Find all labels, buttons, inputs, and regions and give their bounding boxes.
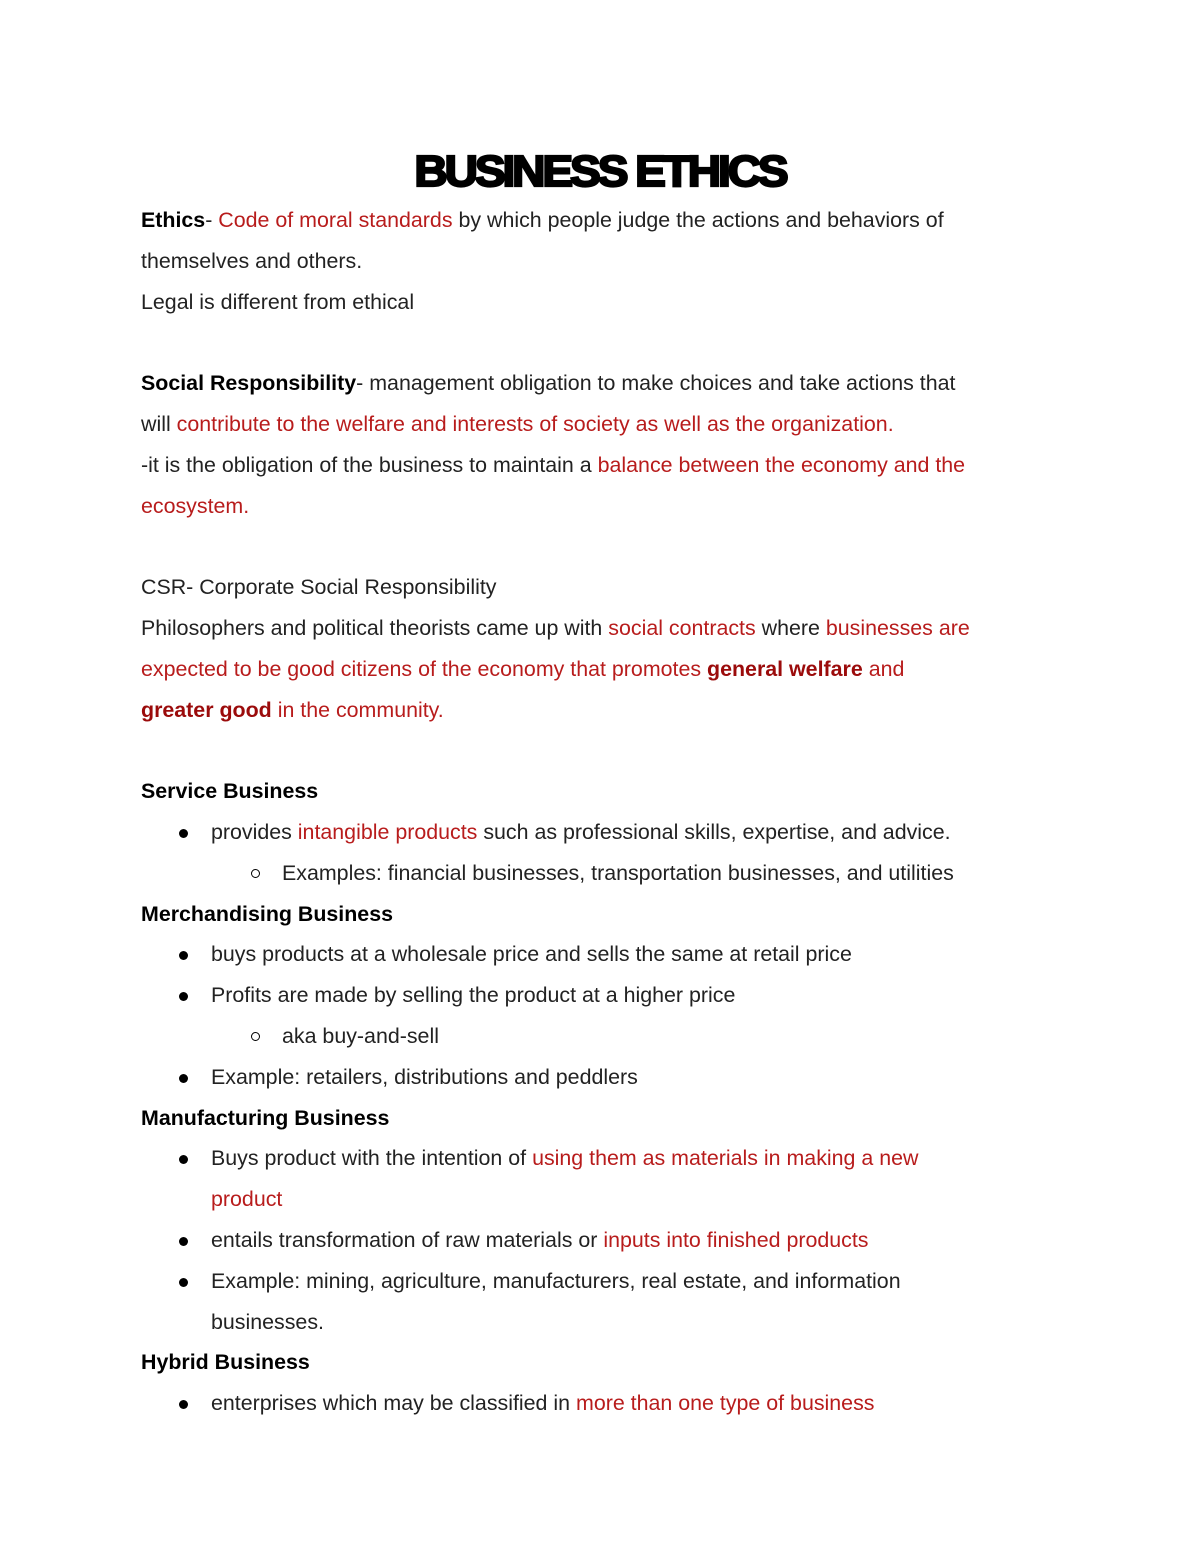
bullet-icon [179,1155,188,1164]
bullet-icon [179,1237,188,1246]
social-line-1 [141,363,1071,404]
merch-b3: Example: retailers, distributions and peddlers [211,1064,638,1089]
hollow-bullet-icon [251,869,260,878]
social-line-2 [141,404,1071,445]
manu-b3-b: businesses. [211,1309,324,1334]
hybrid-heading: Hybrid Business [141,1350,310,1375]
social-will: will [141,411,177,436]
social-highlight-2b: ecosystem. [141,493,250,518]
merch-heading: Merchandising Business [141,901,393,926]
social-highlight-1: contribute to the welfare and interests of society as well as the organization. [176,411,894,436]
bullet-icon [179,1278,188,1287]
ethics-dash: - [205,208,219,232]
csr-highlight-1: social contracts [608,615,756,640]
sub-list-item [141,1016,1071,1057]
hollow-bullet-icon [251,1032,260,1041]
spacer [141,526,1071,567]
hybrid-b1-highlight: more than one type of business [576,1391,875,1416]
bullet-icon [179,1074,188,1083]
list-item [141,812,1071,853]
spacer [141,730,1071,771]
hybrid-b1-a: enterprises which may be classified in [211,1391,576,1416]
manu-b3-a: Example: mining, agriculture, manufacturers, real estate, and information [211,1268,901,1293]
ethics-rest-1: by which people judge the actions and behaviors of [452,208,944,232]
merch-b2: Profits are made by selling the product at a higher price [211,983,736,1008]
manu-b1-a: Buys product with the intention of [211,1146,533,1171]
social-line-3 [141,445,1071,486]
bullet-icon [179,829,188,838]
ethics-line-1 [141,200,1071,241]
ethics-highlight: Code of moral standards [218,208,453,232]
csr-bold-1: general welfare [707,656,863,681]
legal-line: Legal is different from ethical [141,289,415,314]
csr-and: and [862,656,905,681]
list-item [141,934,1071,975]
social-term: Social Responsibility [141,371,357,396]
list-item [141,1057,1071,1098]
csr-highlight-2: businesses are [825,615,970,640]
list-item [141,1138,1071,1179]
csr-para-line-3 [141,690,1071,731]
list-item [141,975,1071,1016]
manu-b1-highlight-2: product [211,1187,283,1212]
merch-b1: buys products at a wholesale price and sells the same at retail price [211,942,852,967]
social-it: -it is the obligation of the business to maintain a [141,452,598,477]
social-highlight-2a: balance between the economy and the [597,452,966,477]
bullet-icon [179,1400,188,1409]
manu-b2-highlight: inputs into finished products [603,1227,869,1252]
csr-p2: where [755,615,826,640]
spacer [141,322,1071,363]
manu-b2-a: entails transformation of raw materials or [211,1227,604,1252]
csr-bold-2: greater good [141,697,272,722]
service-heading: Service Business [141,779,319,804]
ethics-line-2: themselves and others. [141,248,363,273]
ethics-term: Ethics [141,208,206,232]
csr-p1: Philosophers and political theorists came up with [141,615,609,640]
manu-heading: Manufacturing Business [141,1105,390,1130]
social-line-4 [141,486,1071,527]
csr-highlight-4: in the community. [271,697,444,722]
list-item [141,1383,1071,1424]
list-item-continuation [141,1179,1071,1220]
merch-s1: aka buy-and-sell [282,1023,439,1048]
csr-para-line-2 [141,649,1071,690]
sub-list-item [141,853,1071,894]
service-b1-highlight: intangible products [297,819,478,844]
social-rest-1: - management obligation to make choices and take actions that [356,371,956,396]
page-title: BUSINESS ETHICS [414,147,786,196]
csr-highlight-3: expected to be good citizens of the economy that promotes [141,656,708,681]
service-s1: Examples: financial businesses, transportation businesses, and utilities [282,860,954,885]
list-item [141,1261,1071,1302]
service-b1-b: such as professional skills, expertise, and advice. [477,819,951,844]
manu-b1-highlight-1: using them as materials in making a new [532,1146,919,1171]
list-item-continuation [141,1302,1071,1343]
list-item [141,1220,1071,1261]
service-b1-a: provides [211,819,298,844]
bullet-icon [179,992,188,1001]
bullet-icon [179,951,188,960]
csr-para-line-1 [141,608,1071,649]
document-body [141,200,1071,1424]
csr-line: CSR- Corporate Social Responsibility [141,575,497,600]
